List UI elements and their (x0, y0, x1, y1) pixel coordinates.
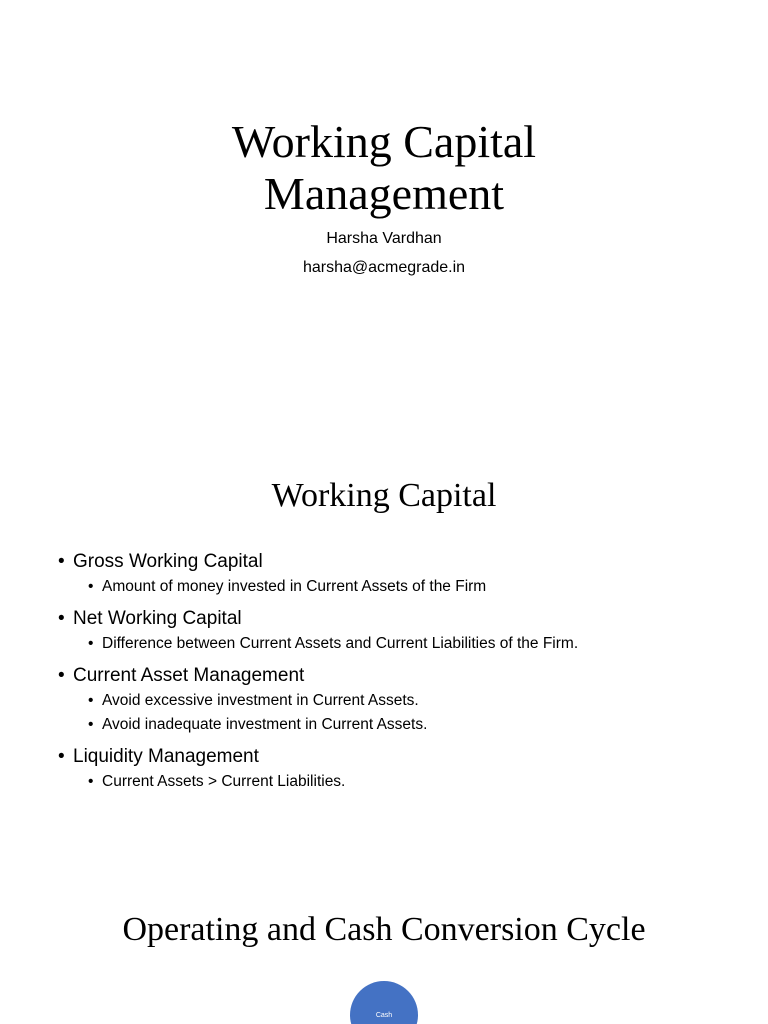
bullet-list (58, 550, 748, 794)
presentation-title (0, 116, 768, 220)
slide-title: Operating and Cash Conversion Cycle (122, 911, 646, 948)
sub-bullet: • Current Assets > Current Liabilities. (58, 770, 748, 794)
working-capital-slide (0, 420, 768, 880)
bullet-gross-working-capital: • Gross Working Capital (58, 550, 748, 574)
sub-bullet: • Avoid inadequate investment in Current Assets. (58, 713, 748, 737)
author-email: harsha@acmegrade.in (302, 259, 466, 276)
sub-bullet: • Amount of money invested in Current Assets of the Firm (58, 575, 748, 599)
title-slide (0, 0, 768, 420)
author-name: Harsha Vardhan (326, 230, 442, 247)
sub-bullet: • Avoid excessive investment in Current Assets. (58, 689, 748, 713)
sub-bullet: • Difference between Current Assets and Current Liabilities of the Firm. (58, 632, 748, 656)
cycle-slide (0, 880, 768, 1024)
title-line-2: Management (263, 168, 505, 219)
slide-title: Working Capital (271, 477, 497, 514)
bullet-net-working-capital: • Net Working Capital (58, 607, 748, 631)
bullet-liquidity-management: • Liquidity Management (58, 745, 748, 769)
title-line-1: Working Capital (231, 116, 537, 167)
cash-node-label: Cash (375, 1012, 393, 1019)
bullet-current-asset-management: • Current Asset Management (58, 664, 748, 688)
cash-cycle-node (350, 981, 418, 1024)
